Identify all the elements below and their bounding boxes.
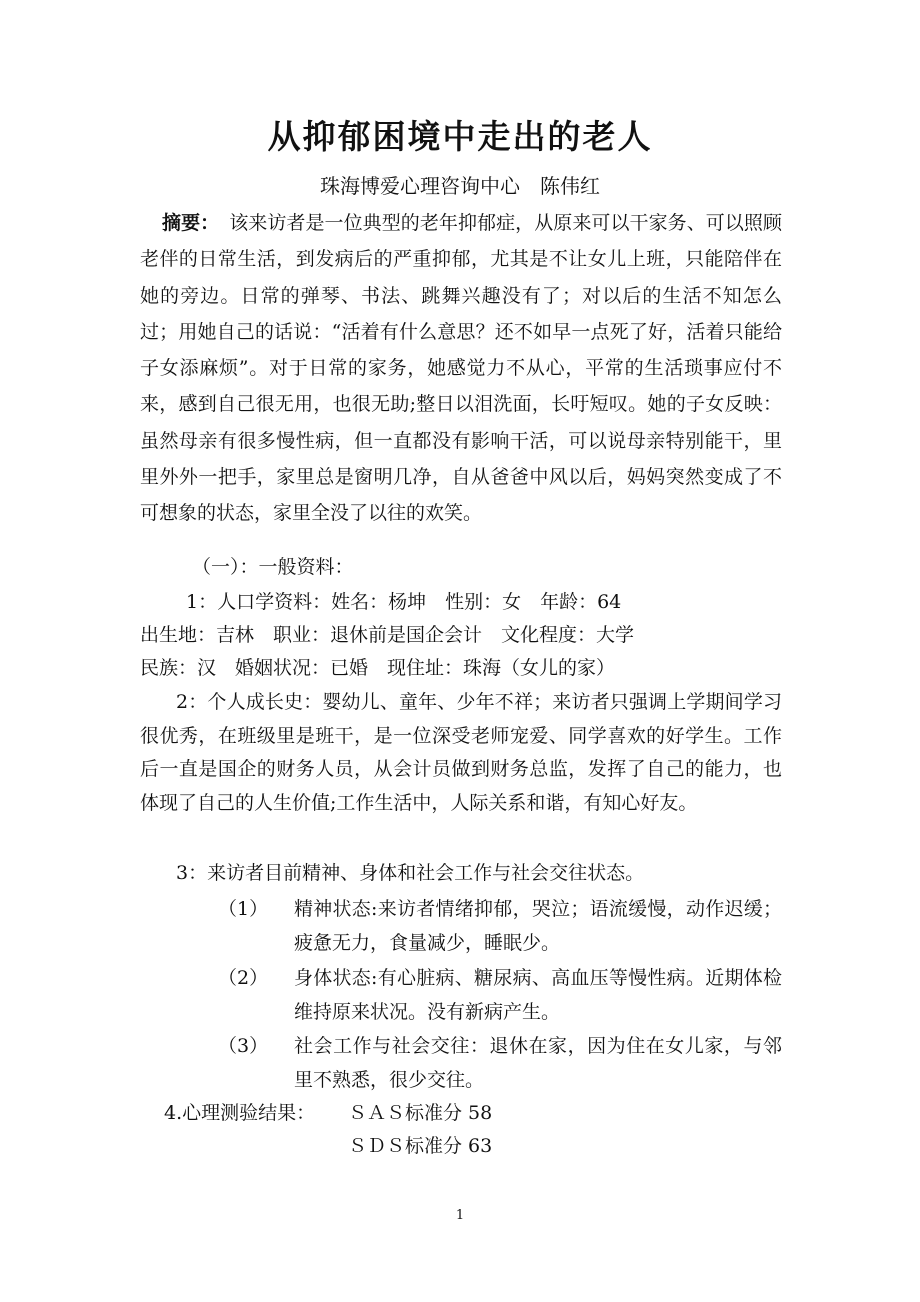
growth-history-paragraph: 2：个人成长史：婴幼儿、童年、少年不祥；来访者只强调上学期间学习很优秀，在班级里是班干，是一位深受老师宠爱、同学喜欢的好学生。工作后一直是国企的财务人员，从会计员做到财务总监，发挥了自己的能力，也体现了自己的人生价值;工作生活中，人际关系和谐，有知心好友。	[140, 691, 782, 814]
demographics-line-3: 民族：汉 婚姻状况：已婚 现住址：珠海（女儿的家）	[140, 657, 616, 679]
section-heading: （一）：一般资料：	[192, 556, 354, 578]
status-item-mental	[218, 893, 782, 960]
demographics-line-1: 1：人口学资料：姓名：杨坤 性别：女 年龄：64	[186, 591, 622, 613]
status-item-physical	[218, 962, 782, 1029]
test-results-label: 4.心理测验结果：	[164, 1102, 316, 1124]
author-byline: 珠海博爱心理咨询中心 陈伟红	[320, 174, 600, 198]
status-item-text: 社会工作与社会交往：退休在家，因为住在女儿家，与邻里不熟悉，很少交往。	[294, 1035, 782, 1091]
status-item-social	[218, 1030, 782, 1097]
sas-score: ＳＡＳ标准分 58	[348, 1102, 493, 1124]
status-item-number: （2）	[218, 967, 269, 989]
sds-score: ＳＤＳ标准分 63	[348, 1135, 493, 1157]
status-heading: 3：来访者目前精神、身体和社会工作与社会交往状态。	[176, 862, 645, 884]
status-item-text: 身体状态:有心脏病、糖尿病、高血压等慢性病。近期体检维持原来状况。没有新病产生。	[294, 967, 782, 1023]
page-number: 1	[455, 1208, 465, 1223]
demographics-line-2: 出生地：吉林 职业：退休前是国企会计 文化程度：大学	[140, 624, 635, 646]
status-item-text: 精神状态:来访者情绪抑郁，哭泣；语流缓慢，动作迟缓；疲惫无力，食量减少，睡眠少。	[294, 898, 782, 954]
abstract-paragraph	[140, 205, 782, 532]
status-item-number: （3）	[218, 1035, 269, 1057]
abstract-text: 该来访者是一位典型的老年抑郁症，从原来可以干家务、可以照顾老伴的日常生活，到发病后的严重抑郁，尤其是不让女儿上班，只能陪伴在她的旁边。日常的弹琴、书法、跳舞兴趣没有了；对以后的生活不知怎么过；用她自己的话说：“活着有什么意思？还不如早一点死了好，活着只能给子女添麻烦”。对于日常的家务，她感觉力不从心，平常的生活琐事应付不来，感到自己很无用，也很无助;整日以泪洗面，长吁短叹。她的子女反映：虽然母亲有很多慢性病，但一直都没有影响干活，可以说母亲特别能干，里里外外一把手，家里总是窗明几净，自从爸爸中风以后，妈妈突然变成了不可想象的状态，家里全没了以往的欢笑。	[140, 212, 782, 525]
status-item-number: （1）	[218, 898, 269, 920]
document-title: 从抑郁困境中走出的老人	[267, 117, 653, 156]
abstract-label: 摘要：	[162, 212, 220, 234]
